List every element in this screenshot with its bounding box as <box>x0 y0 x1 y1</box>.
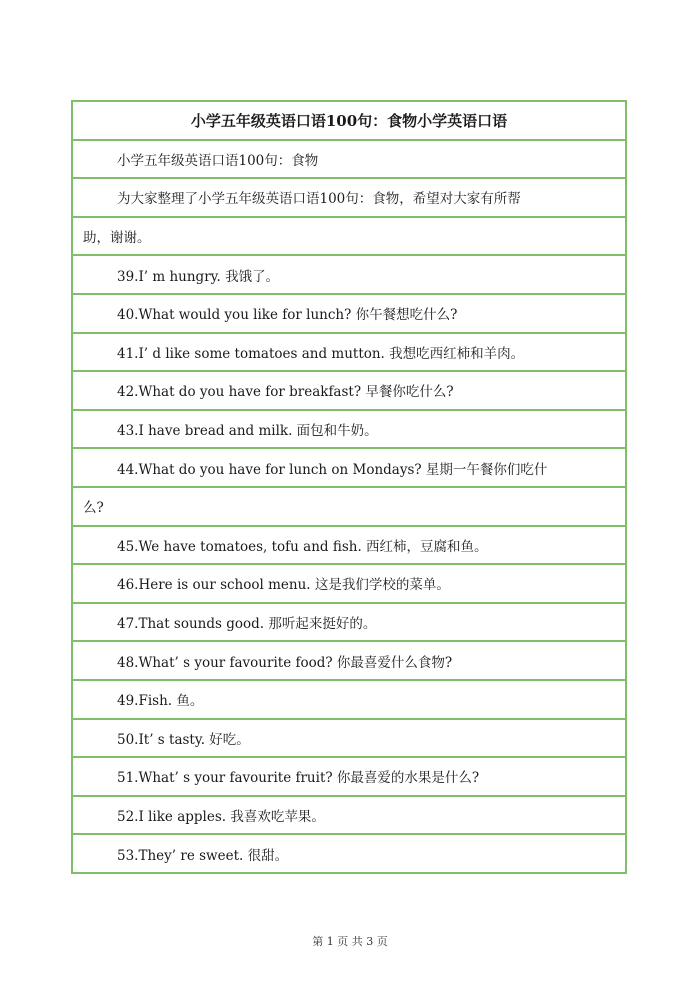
sentence-44: 44.What do you have for lunch on Mondays? 星期一午餐你们吃什 <box>73 449 625 488</box>
sentence-44-continued: 么? <box>73 488 625 527</box>
intro-line-2: 助，谢谢。 <box>73 218 625 257</box>
sentence-43: 43.I have bread and milk. 面包和牛奶。 <box>73 411 625 450</box>
document-title: 小学五年级英语口语100句：食物小学英语口语 <box>73 102 625 141</box>
intro-line-1: 为大家整理了小学五年级英语口语100句：食物，希望对大家有所帮 <box>73 179 625 218</box>
sentence-39: 39.I’ m hungry. 我饿了。 <box>73 256 625 295</box>
sentence-52: 52.I like apples. 我喜欢吃苹果。 <box>73 797 625 836</box>
document-subtitle: 小学五年级英语口语100句：食物 <box>73 141 625 180</box>
sentence-50: 50.It’ s tasty. 好吃。 <box>73 720 625 759</box>
page-indicator: 第 1 页 共 3 页 <box>312 935 388 948</box>
sentence-46: 46.Here is our school menu. 这是我们学校的菜单。 <box>73 565 625 604</box>
sentence-41: 41.I’ d like some tomatoes and mutton. 我想吃西红柿和羊肉。 <box>73 334 625 373</box>
sentence-48: 48.What’ s your favourite food? 你最喜爱什么食物? <box>73 642 625 681</box>
document-table <box>71 100 627 874</box>
sentence-51: 51.What’ s your favourite fruit? 你最喜爱的水果是什么? <box>73 758 625 797</box>
sentence-45: 45.We have tomatoes, tofu and fish. 西红柿，豆腐和鱼。 <box>73 527 625 566</box>
sentence-42: 42.What do you have for breakfast? 早餐你吃什么? <box>73 372 625 411</box>
sentence-47: 47.That sounds good. 那听起来挺好的。 <box>73 604 625 643</box>
sentence-40: 40.What would you like for lunch? 你午餐想吃什么? <box>73 295 625 334</box>
sentence-49: 49.Fish. 鱼。 <box>73 681 625 720</box>
sentence-53: 53.They’ re sweet. 很甜。 <box>73 835 625 874</box>
